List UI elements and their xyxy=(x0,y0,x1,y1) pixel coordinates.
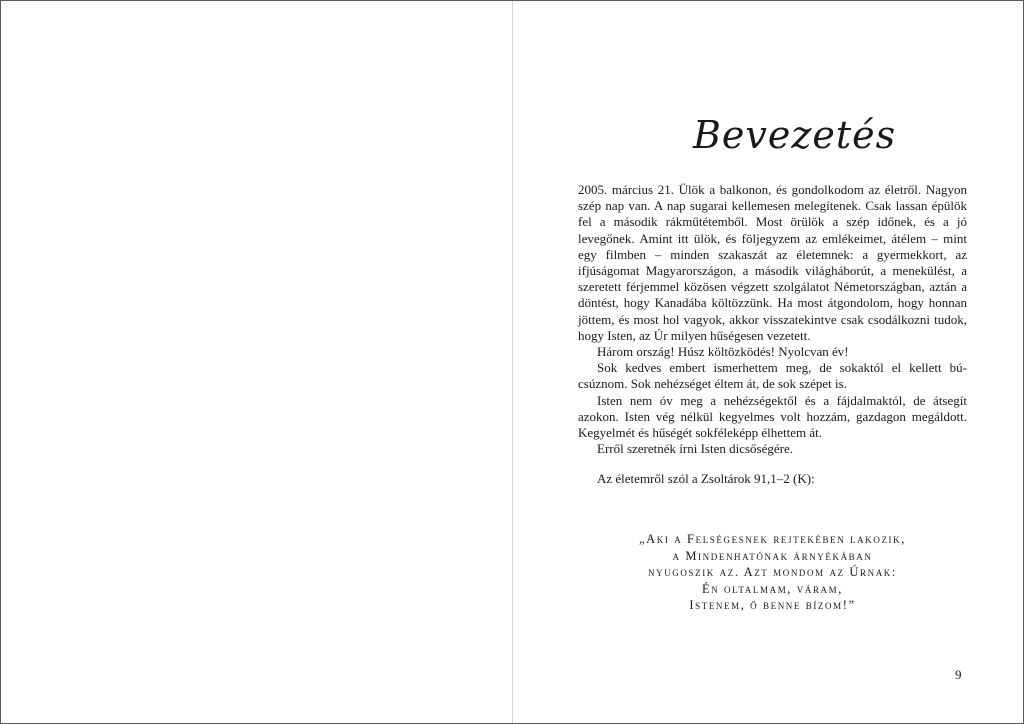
chapter-title: Bevezetés xyxy=(693,113,897,157)
psalm-line: „Aki a Felségesnek rejtekében lakozik, xyxy=(639,532,906,546)
paragraph-people: Sok kedves embert ismerhettem meg, de sokaktól el kellett búcsúznom. Sok nehézséget éltem át, de sok szépet is. xyxy=(578,360,967,392)
psalm-line: Én oltalmam, váram, xyxy=(702,581,843,596)
psalm-quote xyxy=(578,531,967,614)
page-number: 9 xyxy=(955,667,962,682)
paragraph-god-grace: Isten nem óv meg a nehézségektől és a fájdalmaktól, de átsegít azokon. Isten vég nélkül kegyelmes volt hozzám, gazdagon megáldott. Kegyelmét és hűségét sokféleképp élhettem át. xyxy=(578,392,967,441)
paragraph-opening: 2005. március 21. Ülök a balkonon, és gondolkodom az életről. Nagyon szép nap van. A nap sugarai kellemesen melegítenek. Csak lassan épülök fel a második rákműtétemből. Most örülök a szép időnek, és a jó levegőnek. Amint itt ülök, és följegyzem az emlékeimet, átélem – mint egy filmben – minden szakaszát az életemnek: a gyermekkort, az ifjúságomat Magyarországon, a második világháborút, a menekülést, a szeretett férjemmel közösen végzett szolgálatot Németországban, aztán a döntést, hogy Kanadába költözzünk. Ha most átgondolom, hogy honnan jöttem, és most hol vagyok, akkor visszatekintve csak csodálkozni tudok, hogy Isten, az Úr milyen hűségesen vezetett. xyxy=(578,182,967,343)
psalm-line: Istenem, ő benne bízom!” xyxy=(689,598,856,612)
paragraph-glory: Erről szeretnék írni Isten dicsőségére. xyxy=(597,441,794,457)
body-text xyxy=(578,182,967,488)
paragraph-psalm-intro: Az életemről szól a Zsoltárok 91,1–2 (K): xyxy=(597,471,815,487)
paragraph-three-countries: Három ország! Húsz költözködés! Nyolcvan év! xyxy=(597,344,849,360)
psalm-line: a Mindenhatónak árnyékában xyxy=(672,548,873,563)
psalm-line: nyugoszik az. Azt mondom az Úrnak: xyxy=(648,565,897,579)
right-page xyxy=(512,1,1023,723)
left-page xyxy=(1,1,512,723)
